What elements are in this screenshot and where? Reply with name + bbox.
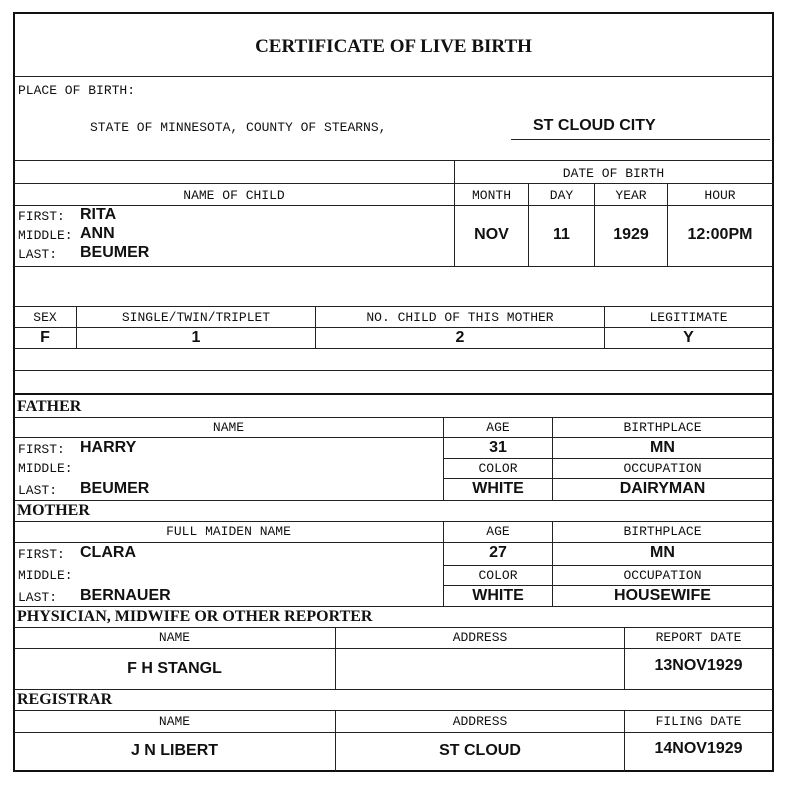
report-date-header: REPORT DATE (655, 630, 742, 645)
registrar-section-title: REGISTRAR (17, 691, 113, 708)
divider (14, 183, 773, 184)
divider (14, 710, 773, 711)
divider (14, 205, 773, 206)
divider (14, 648, 773, 649)
divider (528, 184, 529, 266)
hour-header: HOUR (704, 188, 736, 203)
registrar-address-header: ADDRESS (452, 714, 508, 729)
father-age-value: 31 (489, 439, 507, 456)
divider (14, 732, 773, 733)
mother-birthplace-value: MN (650, 544, 675, 561)
month-header: MONTH (471, 188, 511, 203)
divider (14, 521, 773, 522)
child-last-name: BEUMER (80, 244, 150, 261)
father-section-title: FATHER (17, 398, 82, 415)
mother-color-value: WHITE (472, 587, 524, 604)
mother-last-label: LAST: (18, 590, 58, 605)
father-first-label: FIRST: (18, 442, 65, 457)
mother-age-value: 27 (489, 544, 507, 561)
mother-occupation-header: OCCUPATION (623, 568, 702, 583)
divider (14, 370, 773, 371)
father-color-value: WHITE (472, 480, 524, 497)
divider (14, 348, 773, 349)
child-middle-label: MIDDLE: (18, 228, 73, 243)
filing-date-header: FILING DATE (655, 714, 742, 729)
divider (14, 417, 773, 418)
child-last-label: LAST: (18, 247, 58, 262)
divider (14, 160, 773, 161)
divider (14, 606, 773, 607)
child-first-name: RITA (80, 206, 117, 223)
birth-year-value: 1929 (613, 226, 649, 243)
city-underline (511, 139, 770, 140)
day-header: DAY (549, 188, 574, 203)
father-middle-label: MIDDLE: (18, 461, 73, 476)
mother-age-header: AGE (486, 524, 510, 539)
divider (335, 711, 336, 771)
birth-city-value: ST CLOUD CITY (533, 117, 656, 134)
divider (552, 418, 553, 500)
child-middle-name: ANN (80, 225, 115, 242)
physician-address-header: ADDRESS (452, 630, 508, 645)
date-of-birth-header: DATE OF BIRTH (562, 166, 665, 181)
mother-first-name: CLARA (80, 544, 136, 561)
sex-header: SEX (33, 310, 57, 325)
divider (14, 306, 773, 307)
plurality-value: 1 (191, 329, 201, 346)
mother-last-name: BERNAUER (80, 587, 171, 604)
father-color-header: COLOR (478, 461, 518, 476)
physician-name-header: NAME (158, 630, 191, 645)
divider (14, 327, 773, 328)
divider (14, 437, 773, 438)
father-birthplace-value: MN (650, 439, 675, 456)
father-birthplace-header: BIRTHPLACE (623, 420, 702, 435)
father-last-label: LAST: (18, 483, 58, 498)
divider (14, 393, 773, 395)
birth-day-value: 11 (553, 226, 570, 243)
father-age-header: AGE (486, 420, 510, 435)
mother-section-title: MOTHER (17, 502, 90, 519)
father-first-name: HARRY (80, 439, 137, 456)
filing-date-value: 14NOV1929 (654, 740, 743, 757)
father-name-header: NAME (212, 420, 245, 435)
divider (443, 522, 444, 606)
registrar-name-value: J N LIBERT (130, 742, 219, 759)
mother-middle-label: MIDDLE: (18, 568, 73, 583)
registrar-name-header: NAME (158, 714, 191, 729)
legitimate-header: LEGITIMATE (649, 310, 728, 325)
divider (444, 565, 773, 566)
plurality-header: SINGLE/TWIN/TRIPLET (121, 310, 271, 325)
physician-section-title: PHYSICIAN, MIDWIFE OR OTHER REPORTER (17, 608, 373, 625)
divider (14, 76, 773, 77)
physician-name-value: F H STANGL (127, 660, 222, 677)
divider (624, 711, 625, 771)
state-county-text: STATE OF MINNESOTA, COUNTY OF STEARNS, (90, 120, 387, 135)
father-occupation-value: DAIRYMAN (619, 480, 706, 497)
birth-month-value: NOV (474, 226, 509, 243)
divider (444, 585, 773, 586)
divider (667, 184, 668, 266)
place-of-birth-label: PLACE OF BIRTH: (18, 83, 136, 98)
divider (76, 307, 77, 348)
father-occupation-header: OCCUPATION (623, 461, 702, 476)
certificate-title: CERTIFICATE OF LIVE BIRTH (255, 36, 532, 57)
divider (335, 628, 336, 689)
year-header: YEAR (615, 188, 647, 203)
legitimate-value: Y (683, 329, 694, 346)
divider (14, 627, 773, 628)
divider (444, 478, 773, 479)
mother-first-label: FIRST: (18, 547, 65, 562)
divider (14, 689, 773, 690)
birth-hour-value: 12:00PM (687, 226, 753, 243)
divider (624, 628, 625, 689)
mother-occupation-value: HOUSEWIFE (614, 587, 711, 604)
divider (454, 161, 455, 266)
child-number-value: 2 (455, 329, 465, 346)
divider (594, 184, 595, 266)
father-last-name: BEUMER (80, 480, 150, 497)
divider (604, 307, 605, 348)
report-date-value: 13NOV1929 (654, 657, 743, 674)
mother-name-header: FULL MAIDEN NAME (166, 524, 291, 539)
registrar-address-value: ST CLOUD (439, 742, 521, 759)
divider (552, 522, 553, 606)
divider (444, 458, 773, 459)
sex-value: F (40, 329, 50, 346)
child-first-label: FIRST: (18, 209, 65, 224)
mother-birthplace-header: BIRTHPLACE (623, 524, 702, 539)
child-number-header: NO. CHILD OF THIS MOTHER (366, 310, 554, 325)
divider (14, 500, 773, 501)
divider (14, 542, 773, 543)
divider (14, 266, 773, 267)
mother-color-header: COLOR (478, 568, 518, 583)
divider (443, 418, 444, 500)
child-name-header: NAME OF CHILD (183, 188, 285, 203)
divider (315, 307, 316, 348)
